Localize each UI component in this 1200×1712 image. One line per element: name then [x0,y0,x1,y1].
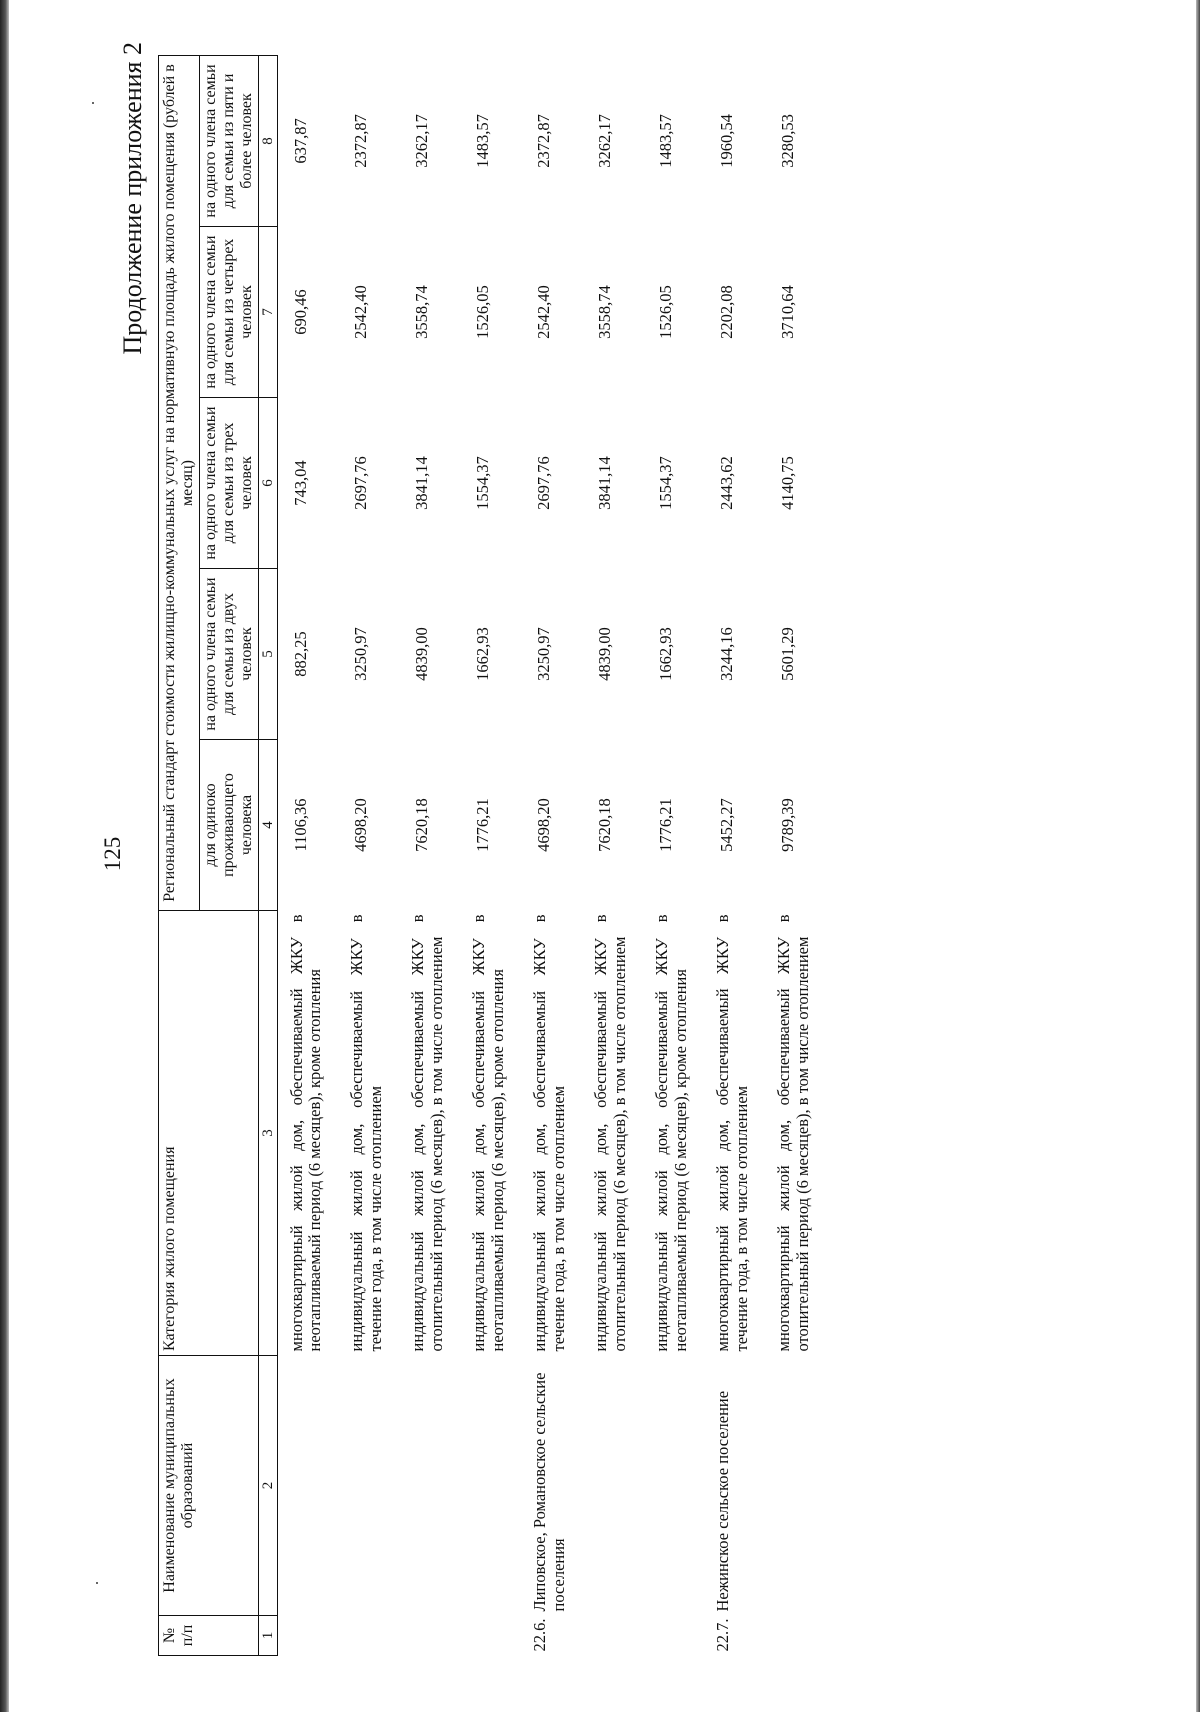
continuation-label: Продолжение приложения 2 [118,42,147,355]
table-row [399,55,460,1655]
row-number [277,1616,338,1656]
value-five-plus: 3262,17 [412,114,432,168]
value-five-plus: 1960,54 [717,114,737,168]
value-two: 4839,00 [412,627,432,681]
scan-speck [92,102,94,104]
value-three: 2697,76 [351,456,371,510]
column-number: 5 [258,569,277,740]
value-three: 3841,14 [595,456,615,510]
municipality-name [643,1356,704,1616]
row-number [765,1616,826,1656]
housing-category: индивидуальный жилой дом, обеспечиваемый ЖКУ в отопительный период (6 месяцев), в том числе отоплением [408,914,446,1352]
header-family-two: на одного члена семьи для семьи из двух человек [199,569,258,740]
table-row [765,55,826,1655]
value-two: 1662,93 [473,627,493,681]
value-five-plus: 1483,57 [656,114,676,168]
value-three: 743,04 [290,460,310,506]
value-five-plus: 1483,57 [473,114,493,168]
table-row [338,55,399,1655]
value-four: 2202,08 [717,285,737,339]
value-four: 690,46 [290,289,310,335]
housing-category: многоквартирный жилой дом, обеспечиваемый ЖКУ в неотапливаемый период (6 месяцев), кроме отопления [286,914,324,1352]
value-two: 3250,97 [351,627,371,681]
municipality-name [765,1356,826,1616]
value-four: 3558,74 [595,285,615,339]
column-number: 2 [258,1356,277,1616]
value-two: 1662,93 [656,627,676,681]
value-five-plus: 3280,53 [778,114,798,168]
header-family-five-plus: на одного члена семьи для семьи из пяти и более человек [199,55,258,226]
table-body [277,55,826,1655]
value-single: 4698,20 [351,798,371,852]
value-five-plus: 2372,87 [534,114,554,168]
header-municipality: Наименование муниципальных образований [159,1356,259,1616]
municipality-name [277,1356,338,1616]
table-header [159,55,278,1655]
housing-category: индивидуальный жилой дом, обеспечиваемый ЖКУ в течение года, в том числе отоплением [347,914,385,1352]
table-row [582,55,643,1655]
municipality-name [460,1356,521,1616]
scan-speck [96,1582,98,1584]
table-row [643,55,704,1655]
header-family-four: на одного члена семьи для семьи из четырех человек [199,227,258,398]
value-single: 7620,18 [412,798,432,852]
row-number [643,1616,704,1656]
value-five-plus: 637,87 [290,118,310,164]
column-number: 1 [258,1616,277,1656]
value-three: 1554,37 [473,456,493,510]
value-five-plus: 3262,17 [595,114,615,168]
value-four: 3558,74 [412,285,432,339]
value-five-plus: 2372,87 [351,114,371,168]
housing-category: многоквартирный жилой дом, обеспечиваемый ЖКУ в течение года, в том числе отоплением [713,914,751,1352]
row-number [582,1616,643,1656]
table-row [521,55,582,1655]
housing-category: индивидуальный жилой дом, обеспечиваемый ЖКУ в течение года, в том числе отоплением [530,914,568,1352]
housing-category: индивидуальный жилой дом, обеспечиваемый ЖКУ в неотапливаемый период (6 месяцев), кроме отопления [469,914,507,1352]
value-three: 1554,37 [656,456,676,510]
value-three: 2697,76 [534,456,554,510]
value-single: 5452,27 [717,798,737,852]
housing-category: многоквартирный жилой дом, обеспечиваемый ЖКУ в отопительный период (6 месяцев), в том числе отоплением [774,914,812,1352]
table-row [704,55,765,1655]
value-single: 9789,39 [778,798,798,852]
table-row [277,55,338,1655]
value-two: 5601,29 [778,627,798,681]
housing-category: индивидуальный жилой дом, обеспечиваемый ЖКУ в отопительный период (6 месяцев), в том числе отоплением [591,914,629,1352]
column-number: 8 [258,55,277,226]
value-two: 4839,00 [595,627,615,681]
row-number [338,1616,399,1656]
value-three: 2443,62 [717,456,737,510]
municipality-name [582,1356,643,1616]
header-row-number: № п/п [159,1616,259,1656]
column-number: 3 [258,911,277,1356]
column-number: 4 [258,740,277,911]
municipality-name: Липовское, Романовское сельские поселения [530,1372,568,1612]
value-four: 2542,40 [351,285,371,339]
header-category: Категория жилого помещения [159,911,259,1356]
value-three: 3841,14 [412,456,432,510]
row-number: 22.7. [713,1618,733,1652]
value-single: 1776,21 [656,798,676,852]
value-four: 1526,05 [473,285,493,339]
value-single: 1776,21 [473,798,493,852]
header-single-person: для одиноко проживающего человека [199,740,258,911]
value-two: 3250,97 [534,627,554,681]
column-number: 6 [258,398,277,569]
column-number: 7 [258,227,277,398]
value-four: 1526,05 [656,285,676,339]
value-single: 7620,18 [595,798,615,852]
page-number: 125 [100,836,125,872]
municipality-name [399,1356,460,1616]
header-regional-standard: Региональный стандарт стоимости жилищно-коммунальных услуг на нормативную площадь жилого помещения (рублей в месяц) [159,55,200,910]
table-row [460,55,521,1655]
value-single: 4698,20 [534,798,554,852]
row-number [460,1616,521,1656]
value-two: 882,25 [290,631,310,677]
value-three: 4140,75 [778,456,798,510]
municipality-name: Нежинское сельское поселение [713,1390,733,1612]
row-number: 22.6. [530,1618,550,1652]
header-family-three: на одного члена семьи для семьи из трех человек [199,398,258,569]
value-two: 3244,16 [717,627,737,681]
value-four: 3710,64 [778,285,798,339]
row-number [399,1616,460,1656]
housing-category: индивидуальный жилой дом, обеспечиваемый ЖКУ в неотапливаемый период (6 месяцев), кроме отопления [652,914,690,1352]
value-single: 1106,36 [290,798,310,852]
value-four: 2542,40 [534,285,554,339]
housing-cost-table [158,55,826,1656]
municipality-name [338,1356,399,1616]
